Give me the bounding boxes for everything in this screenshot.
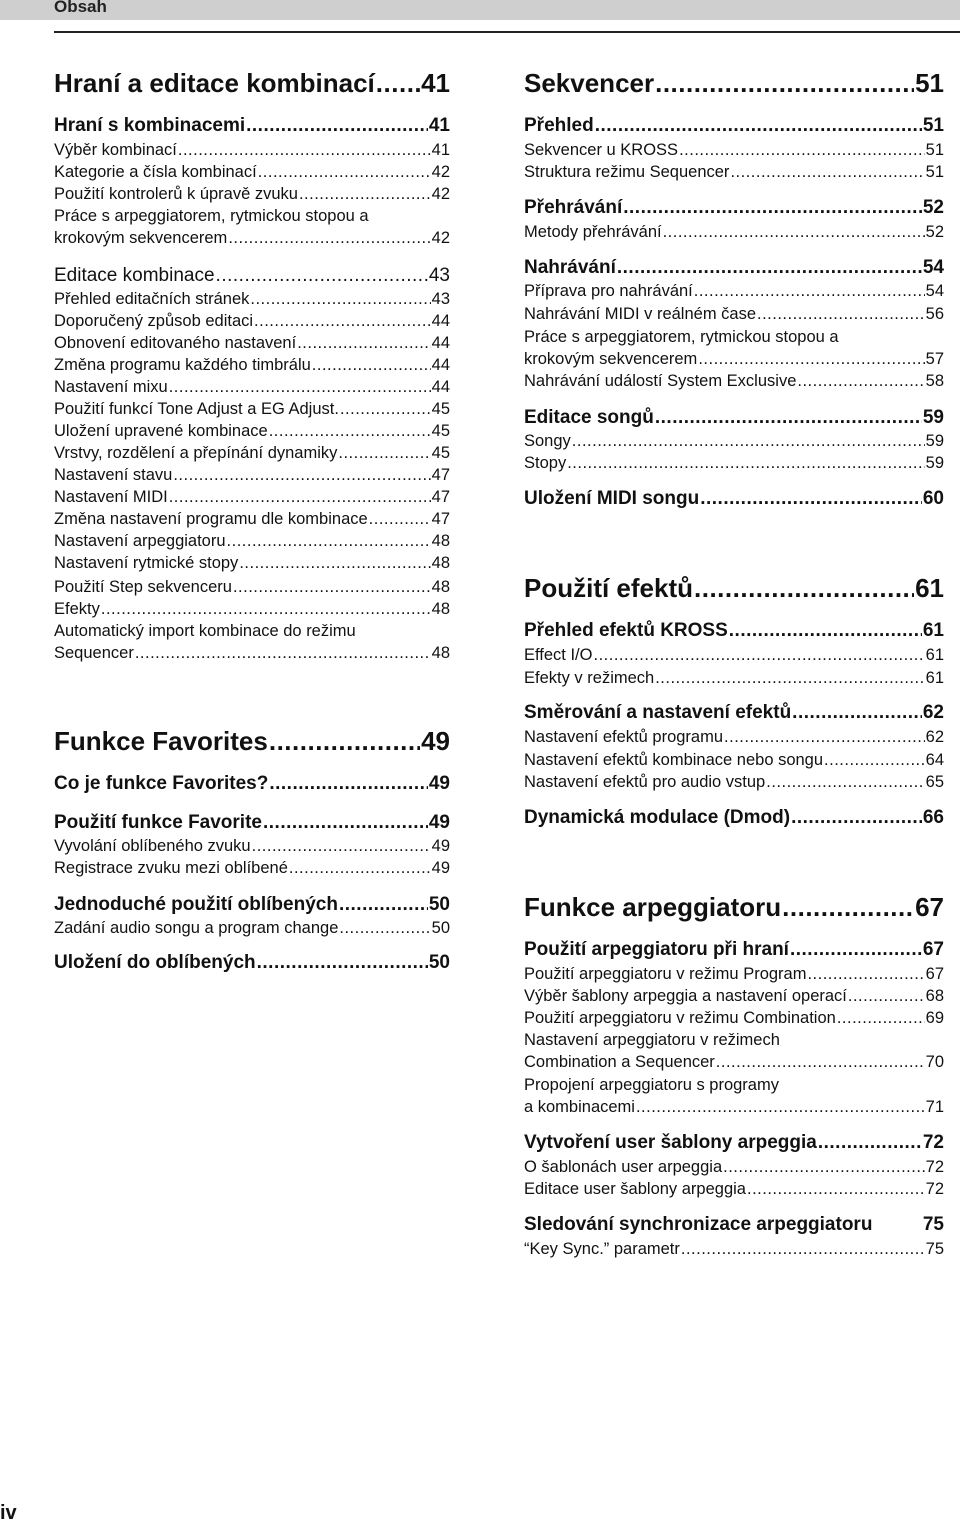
toc-page-number: 42: [431, 185, 450, 203]
toc-page-number: 50: [428, 894, 450, 915]
toc-page-number: 45: [431, 400, 450, 418]
toc-leader: [797, 371, 924, 391]
toc-label: Uložení do oblíbených: [54, 952, 256, 973]
toc-entry[interactable]: [524, 772, 944, 792]
toc-page-number: 43: [431, 290, 450, 308]
toc-leader: [790, 939, 922, 961]
toc-label: Přehled: [524, 115, 594, 136]
toc-label: Funkce arpeggiatoru: [524, 892, 782, 922]
toc-section[interactable]: [524, 407, 944, 429]
toc-label: Sequencer: [54, 644, 134, 662]
toc-label: Struktura režimu Sequencer: [524, 163, 730, 181]
toc-page-number: 61: [925, 669, 944, 687]
toc-leader: [818, 1132, 922, 1154]
toc-label: Přehled efektů KROSS: [524, 620, 728, 641]
toc-page-number: 49: [421, 726, 450, 756]
toc-label: Nastavení MIDI: [54, 488, 168, 506]
toc-leader: [239, 553, 430, 573]
toc-leader: [250, 289, 430, 309]
toc-label: Použití kontrolerů k úpravě zvuku: [54, 185, 298, 203]
toc-page-number: 51: [915, 68, 944, 98]
toc-leader: [791, 807, 922, 829]
toc-leader: [716, 1052, 925, 1072]
toc-leader: [572, 431, 925, 451]
toc-leader: [694, 573, 914, 603]
toc-entry[interactable]: [524, 964, 944, 984]
toc-page-number: 44: [431, 378, 450, 396]
toc-label: a kombinacemi: [524, 1098, 635, 1116]
page-number: iv: [0, 1502, 17, 1524]
toc-entry[interactable]: [524, 1052, 944, 1072]
toc-page-number: 45: [431, 422, 450, 440]
toc-page-number: 48: [431, 532, 450, 550]
toc-page-number: 42: [431, 229, 450, 247]
toc-page-number: 58: [925, 372, 944, 390]
toc-entry[interactable]: [54, 577, 450, 597]
toc-entry[interactable]: [524, 1157, 944, 1177]
toc-label: Použití efektů: [524, 573, 694, 603]
toc-entry-line1: Nastavení arpeggiatoru v režimech: [524, 1031, 780, 1049]
toc-leader: [169, 487, 431, 507]
toc-page-number: 72: [925, 1180, 944, 1198]
toc-label: Jednoduché použití oblíbených: [54, 894, 338, 915]
toc-label: Nastavení arpeggiatoru: [54, 532, 226, 550]
toc-leader: [679, 140, 925, 160]
toc-label: Nastavení stavu: [54, 466, 173, 484]
toc-page-number: 72: [922, 1132, 944, 1153]
toc-leader: [729, 620, 922, 642]
toc-page-number: 47: [431, 488, 450, 506]
toc-section[interactable]: [54, 894, 450, 916]
toc-page-number: 44: [431, 312, 450, 330]
toc-leader: [730, 162, 924, 182]
toc-page-number: 47: [431, 466, 450, 484]
toc-entry[interactable]: [54, 140, 450, 160]
toc-label: Sekvencer u KROSS: [524, 141, 679, 159]
toc-label: Funkce Favorites: [54, 726, 268, 756]
toc-leader: [655, 668, 924, 688]
toc-page-number: 52: [925, 223, 944, 241]
toc-entry[interactable]: [54, 184, 450, 204]
toc-page-number: 49: [428, 812, 450, 833]
toc-section[interactable]: [524, 488, 944, 510]
toc-page-number: 45: [431, 444, 450, 462]
toc-leader: [227, 531, 431, 551]
toc-label: Nastavení efektů pro audio vstup: [524, 773, 766, 791]
toc-label: Použití Step sekvenceru: [54, 578, 232, 596]
toc-entry[interactable]: [54, 399, 450, 419]
toc-label: Co je funkce Favorites?: [54, 773, 269, 794]
toc-page-number: 57: [925, 350, 944, 368]
toc-leader: [339, 894, 428, 916]
toc-label: Kategorie a čísla kombinací: [54, 163, 257, 181]
toc-entry[interactable]: [524, 750, 944, 770]
toc-entry[interactable]: [524, 222, 944, 242]
toc-page-number: 75: [922, 1214, 944, 1235]
toc-page-number: 49: [431, 837, 450, 855]
toc-entry[interactable]: [524, 453, 944, 473]
toc-entry[interactable]: [524, 986, 944, 1006]
toc-label: Nahrávání: [524, 257, 616, 278]
toc-leader: [269, 726, 420, 756]
toc-label: Obnovení editovaného nastavení: [54, 334, 297, 352]
toc-leader: [338, 443, 430, 463]
toc-page-number: 67: [922, 939, 944, 960]
toc-label: Efekty v režimech: [524, 669, 655, 687]
toc-leader: [233, 577, 431, 597]
toc-leader: [824, 750, 925, 770]
toc-label: Metody přehrávání: [524, 223, 662, 241]
toc-label: Hraní a editace kombinací: [54, 68, 375, 98]
toc-page-number: 60: [922, 488, 944, 509]
toc-label: Použití funkcí Tone Adjust a EG Adjust.: [54, 400, 339, 418]
toc-label: Vytvoření user šablony arpeggia: [524, 1132, 817, 1153]
toc-entry[interactable]: [524, 645, 944, 665]
toc-label: Nastavení mixu: [54, 378, 168, 396]
toc-section[interactable]: [524, 1214, 944, 1236]
toc-entry[interactable]: [54, 162, 450, 182]
toc-label: Nahrávání událostí System Exclusive: [524, 372, 797, 390]
toc-label: Změna programu každého timbrálu: [54, 356, 311, 374]
toc-label: Nastavení rytmické stopy: [54, 554, 239, 572]
toc-label: Vrstvy, rozdělení a přepínání dynamiky: [54, 444, 338, 462]
toc-entry[interactable]: [524, 349, 944, 369]
toc-leader: [369, 509, 431, 529]
toc-label: Hraní s kombinacemi: [54, 115, 246, 136]
toc-entry[interactable]: [54, 377, 450, 397]
toc-page-number: 49: [428, 773, 450, 794]
toc-label: Použití arpeggiatoru v režimu Combination: [524, 1009, 836, 1027]
toc-page-number: 43: [428, 265, 450, 286]
toc-page-number: 42: [431, 163, 450, 181]
toc-chapter[interactable]: [524, 68, 944, 98]
toc-leader: [593, 645, 924, 665]
toc-label: Směrování a nastavení efektů: [524, 702, 792, 723]
toc-page-number: 56: [925, 305, 944, 323]
toc-entry-line1: Práce s arpeggiatorem, rytmickou stopou a: [54, 207, 369, 225]
toc-leader: [595, 115, 922, 137]
toc-leader: [257, 952, 428, 974]
toc-label: Efekty: [54, 600, 100, 618]
toc-page-number: 62: [925, 728, 944, 746]
toc-leader: [216, 265, 428, 287]
toc-entry[interactable]: [54, 421, 450, 441]
toc-label: “Key Sync.” parametr: [524, 1240, 680, 1258]
toc-entry[interactable]: [54, 643, 450, 663]
toc-leader: [299, 184, 431, 204]
toc-leader: [297, 333, 430, 353]
toc-entry[interactable]: [524, 1239, 944, 1259]
toc-entry[interactable]: [524, 668, 944, 688]
toc-page-number: 70: [925, 1053, 944, 1071]
toc-entry[interactable]: [54, 228, 450, 248]
toc-page-number: 47: [431, 510, 450, 528]
toc-page-number: 69: [925, 1009, 944, 1027]
toc-leader: [246, 115, 428, 137]
toc-entry[interactable]: [524, 281, 944, 301]
toc-entry[interactable]: [54, 531, 450, 551]
header-rule: [54, 31, 960, 33]
toc-leader: [258, 162, 431, 182]
toc-page-number: 50: [428, 952, 450, 973]
toc-page-number: 51: [922, 115, 944, 136]
toc-entry[interactable]: [524, 371, 944, 391]
toc-page-number: 51: [925, 163, 944, 181]
toc-leader: [617, 257, 922, 279]
toc-entry[interactable]: [54, 509, 450, 529]
toc-leader: [263, 812, 428, 834]
toc-leader: [724, 727, 925, 747]
toc-leader: [169, 377, 431, 397]
toc-entry[interactable]: [54, 289, 450, 309]
toc-label: Výběr šablony arpeggia a nastavení operací: [524, 987, 847, 1005]
toc-label: Změna nastavení programu dle kombinace: [54, 510, 368, 528]
toc-entry-line1: Automatický import kombinace do režimu: [54, 622, 356, 640]
toc-page-number: 67: [915, 892, 944, 922]
toc-page-number: 44: [431, 334, 450, 352]
toc-leader: [782, 892, 914, 922]
toc-label: Editace user šablony arpeggia: [524, 1180, 746, 1198]
toc-section[interactable]: [524, 257, 944, 279]
toc-page-number: 65: [925, 773, 944, 791]
toc-entry[interactable]: [54, 918, 450, 938]
toc-entry[interactable]: [54, 311, 450, 331]
toc-section[interactable]: [524, 1132, 944, 1154]
toc-label: Songy: [524, 432, 571, 450]
toc-label: Přehrávání: [524, 197, 623, 218]
toc-entry[interactable]: [54, 465, 450, 485]
toc-page-number: 61: [925, 646, 944, 664]
toc-label: Příprava pro nahrávání: [524, 282, 693, 300]
toc-label: Uložení upravené kombinace: [54, 422, 268, 440]
toc-label: Editace kombinace: [54, 265, 215, 286]
toc-chapter[interactable]: [54, 726, 450, 756]
toc-section[interactable]: [524, 620, 944, 642]
toc-page-number: 75: [925, 1240, 944, 1258]
toc-label: Effect I/O: [524, 646, 593, 664]
toc-entry[interactable]: [54, 553, 450, 573]
toc-page-number: 54: [922, 257, 944, 278]
toc-label: Výběr kombinací: [54, 141, 177, 159]
header-bar: [0, 0, 960, 20]
toc-page-number: 54: [925, 282, 944, 300]
toc-entry-line1: Práce s arpeggiatorem, rytmickou stopou a: [524, 328, 839, 346]
toc-leader: [340, 399, 431, 419]
toc-leader: [723, 1157, 925, 1177]
toc-page-number: 52: [922, 197, 944, 218]
toc-leader: [663, 222, 925, 242]
toc-label: Sledování synchronizace arpeggiatoru: [524, 1214, 873, 1235]
toc-chapter[interactable]: [524, 573, 944, 603]
toc-section[interactable]: [524, 702, 944, 724]
toc-leader: [700, 488, 922, 510]
toc-leader: [757, 304, 925, 324]
toc-leader: [623, 197, 922, 219]
toc-page-number: 41: [428, 115, 450, 136]
toc-page-number: 49: [431, 859, 450, 877]
toc-leader: [101, 599, 431, 619]
toc-leader: [636, 1097, 925, 1117]
toc-label: Doporučený způsob editaci: [54, 312, 254, 330]
toc-leader: [792, 702, 922, 724]
toc-page-number: 48: [431, 578, 450, 596]
toc-leader: [289, 858, 431, 878]
toc-page-number: 59: [922, 407, 944, 428]
toc-leader: [694, 281, 925, 301]
toc-entry[interactable]: [524, 162, 944, 182]
toc-label: Nahrávání MIDI v reálném čase: [524, 305, 757, 323]
toc-label: Dynamická modulace (Dmod): [524, 807, 791, 828]
toc-entry[interactable]: [54, 355, 450, 375]
toc-page-number: 41: [431, 141, 450, 159]
toc-entry[interactable]: [524, 1008, 944, 1028]
toc-page-number: 48: [431, 600, 450, 618]
toc-page-number: 50: [431, 919, 450, 937]
toc-label: Editace songů: [524, 407, 654, 428]
toc-label: Použití arpeggiatoru při hraní: [524, 939, 789, 960]
toc-page-number: 71: [925, 1098, 944, 1116]
toc-label: Vyvolání oblíbeného zvuku: [54, 837, 251, 855]
toc-label: Stopy: [524, 454, 567, 472]
toc-leader: [807, 964, 924, 984]
toc-label: Combination a Sequencer: [524, 1053, 715, 1071]
toc-label: Nastavení efektů kombinace nebo songu: [524, 751, 824, 769]
toc-leader: [698, 349, 924, 369]
toc-label: Zadání audio songu a program change: [54, 919, 339, 937]
toc-page-number: 41: [421, 68, 450, 98]
toc-entry[interactable]: [524, 727, 944, 747]
toc-leader: [655, 68, 914, 98]
toc-entry[interactable]: [54, 858, 450, 878]
toc-page-number: 48: [431, 554, 450, 572]
toc-leader: [269, 773, 428, 795]
toc-leader: [766, 772, 924, 792]
toc-page-number: 59: [925, 454, 944, 472]
toc-page-number: 64: [925, 751, 944, 769]
toc-section[interactable]: [54, 265, 450, 287]
toc-entry[interactable]: [524, 304, 944, 324]
toc-label: Registrace zvuku mezi oblíbené: [54, 859, 288, 877]
toc-section[interactable]: [524, 807, 944, 829]
toc-chapter[interactable]: [54, 68, 450, 98]
toc-entry[interactable]: [524, 1179, 944, 1199]
toc-page-number: 68: [925, 987, 944, 1005]
toc-label: krokovým sekvencerem: [524, 350, 698, 368]
toc-label: Použití arpeggiatoru v režimu Program: [524, 965, 807, 983]
toc-leader: [376, 68, 420, 98]
toc-section[interactable]: [524, 197, 944, 219]
header-title: Obsah: [54, 0, 107, 16]
toc-label: Uložení MIDI songu: [524, 488, 700, 509]
toc-entry-line1: Propojení arpeggiatoru s programy: [524, 1076, 779, 1094]
toc-leader: [252, 836, 431, 856]
toc-entry[interactable]: [524, 140, 944, 160]
toc-page-number: 51: [925, 141, 944, 159]
toc-label: O šablonách user arpeggia: [524, 1158, 723, 1176]
toc-page-number: 44: [431, 356, 450, 374]
toc-leader: [747, 1179, 925, 1199]
toc-chapter[interactable]: [524, 892, 944, 922]
toc-page-number: 67: [925, 965, 944, 983]
toc-leader: [178, 140, 431, 160]
toc-leader: [848, 986, 925, 1006]
toc-section[interactable]: [54, 773, 450, 795]
toc-leader: [339, 918, 430, 938]
toc-leader: [567, 453, 924, 473]
toc-label: krokovým sekvencerem: [54, 229, 228, 247]
toc-label: Použití funkce Favorite: [54, 812, 262, 833]
toc-page-number: 62: [922, 702, 944, 723]
toc-page-number: 66: [922, 807, 944, 828]
toc-entry[interactable]: [54, 333, 450, 353]
toc-entry[interactable]: [54, 836, 450, 856]
toc-leader: [228, 228, 430, 248]
toc-leader: [312, 355, 431, 375]
toc-page-number: 61: [915, 573, 944, 603]
toc-leader: [269, 421, 431, 441]
toc-page-number: 48: [431, 644, 450, 662]
toc-section[interactable]: [54, 812, 450, 834]
toc-entry[interactable]: [54, 443, 450, 463]
toc-page-number: 72: [925, 1158, 944, 1176]
toc-entry[interactable]: [54, 599, 450, 619]
toc-label: Nastavení efektů programu: [524, 728, 724, 746]
toc-section[interactable]: [54, 952, 450, 974]
toc-leader: [655, 407, 922, 429]
toc-label: Přehled editačních stránek: [54, 290, 250, 308]
toc-section[interactable]: [54, 115, 450, 137]
toc-entry[interactable]: [524, 1097, 944, 1117]
toc-leader: [135, 643, 431, 663]
toc-entry[interactable]: [524, 431, 944, 451]
toc-label: Sekvencer: [524, 68, 655, 98]
toc-leader: [681, 1239, 925, 1259]
toc-section[interactable]: [524, 939, 944, 961]
toc-entry[interactable]: [54, 487, 450, 507]
toc-page-number: 59: [925, 432, 944, 450]
toc-leader: [173, 465, 430, 485]
toc-leader: [837, 1008, 925, 1028]
toc-leader: [254, 311, 431, 331]
toc-section[interactable]: [524, 115, 944, 137]
toc-page-number: 61: [922, 620, 944, 641]
